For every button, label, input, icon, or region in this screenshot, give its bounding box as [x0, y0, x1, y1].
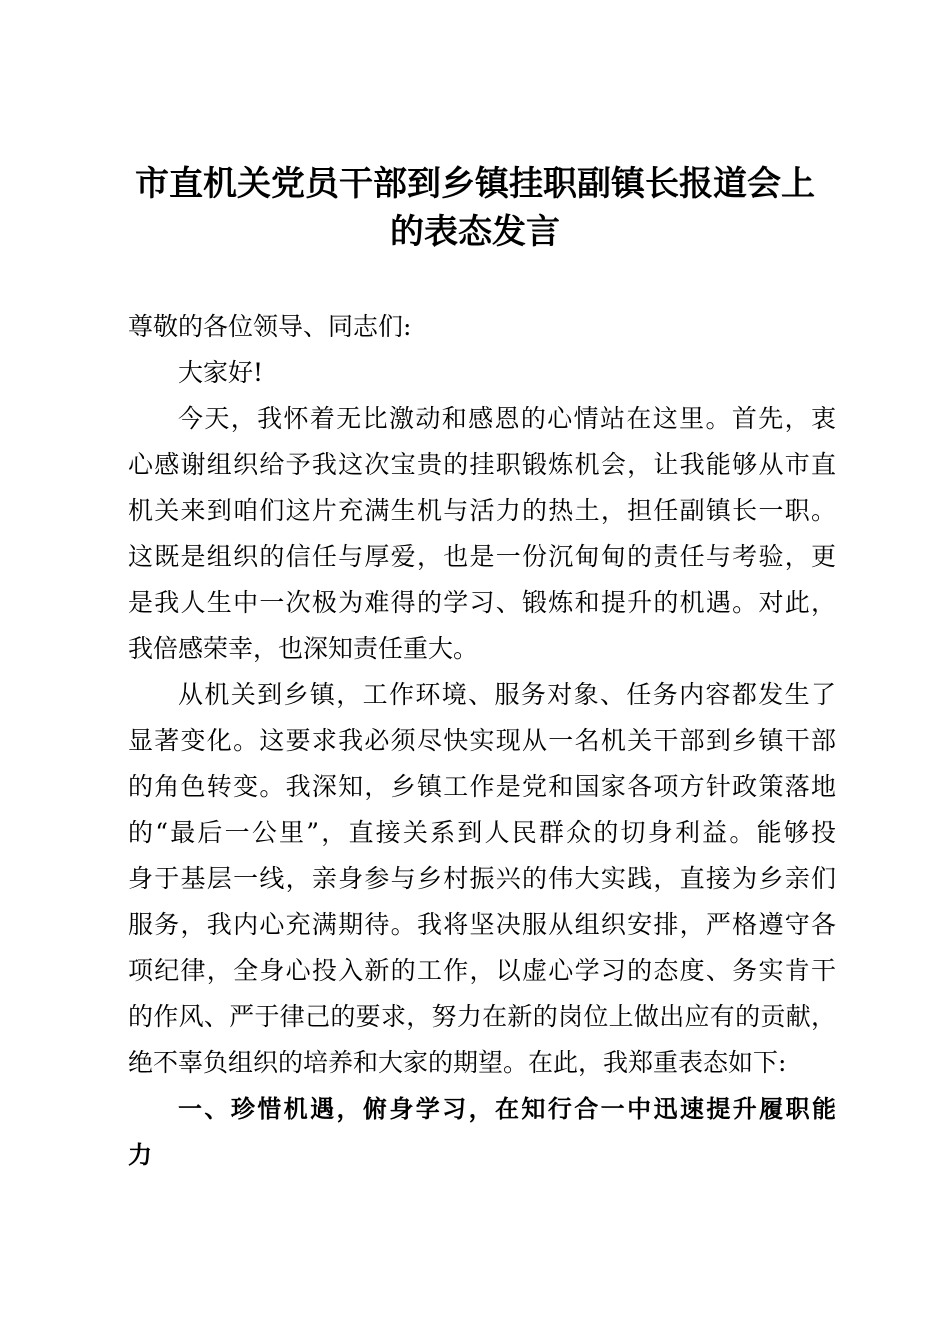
paragraph-line: 的作风、严于律己的要求，努力在新的岗位上做出应有的贡献， [128, 1002, 836, 1031]
title-line-1: 市直机关党员干部到乡镇挂职副镇长报道会上 [135, 164, 815, 204]
paragraph-line: 身于基层一线，亲身参与乡村振兴的伟大实践，直接为乡亲们 [128, 864, 836, 893]
paragraph-line: 显著变化。这要求我必须尽快实现从一名机关干部到乡镇干部 [128, 726, 836, 755]
salutation: 尊敬的各位领导、同志们: [128, 312, 412, 341]
paragraph-2 [128, 672, 836, 1086]
document-body [128, 304, 836, 1178]
paragraph-line: 的“最后一公里”，直接关系到人民群众的切身利益。能够投 [128, 818, 836, 847]
paragraph-line: 我倍感荣幸，也深知责任重大。 [128, 634, 479, 663]
heading-line: 力 [128, 1141, 152, 1169]
paragraph-line: 的角色转变。我深知，乡镇工作是党和国家各项方针政策落地 [128, 772, 836, 801]
document-title [110, 160, 840, 256]
paragraph-line: 绝不辜负组织的培养和大家的期望。在此，我郑重表态如下: [128, 1048, 787, 1077]
paragraph-line: 心感谢组织给予我这次宝贵的挂职锻炼机会，让我能够从市直 [128, 450, 836, 479]
heading-line: 一、珍惜机遇，俯身学习，在知行合一中迅速提升履职能 [178, 1095, 836, 1123]
paragraph-line: 是我人生中一次极为难得的学习、锻炼和提升的机遇。对此， [128, 588, 836, 617]
paragraph-line: 机关来到咱们这片充满生机与活力的热土，担任副镇长一职。 [128, 496, 836, 525]
paragraph-line: 从机关到乡镇，工作环境、服务对象、任务内容都发生了 [178, 680, 836, 709]
section-heading-1 [128, 1086, 836, 1178]
paragraph-line: 服务，我内心充满期待。我将坚决服从组织安排，严格遵守各 [128, 910, 836, 939]
paragraph-line: 今天，我怀着无比激动和感恩的心情站在这里。首先，衷 [178, 404, 836, 433]
paragraph-1 [128, 396, 836, 672]
greeting: 大家好! [178, 358, 264, 387]
title-line-2: 的表态发言 [390, 212, 560, 252]
paragraph-line: 项纪律，全身心投入新的工作，以虚心学习的态度、务实肯干 [128, 956, 836, 985]
paragraph-line: 这既是组织的信任与厚爱，也是一份沉甸甸的责任与考验，更 [128, 542, 836, 571]
